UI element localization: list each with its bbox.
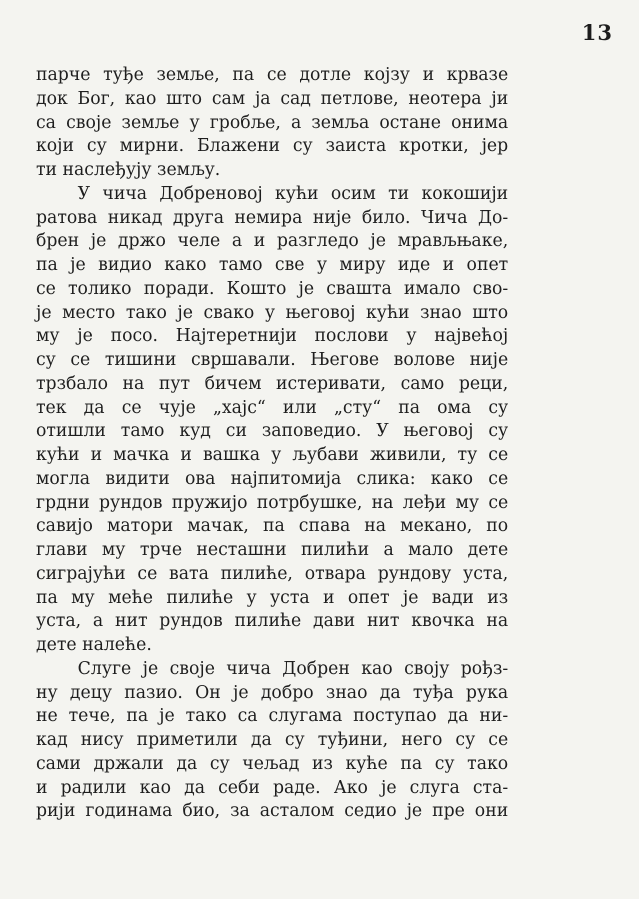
text-line: дете налеће. bbox=[36, 635, 152, 655]
page-number: 13 bbox=[581, 20, 613, 45]
text-line: са своје земље у гробље, а земља остане онима bbox=[36, 112, 509, 133]
text-line: рији годинама био, за асталом седио је пре они bbox=[36, 801, 509, 822]
text-line: и радили као да себи раде. Ако је слуга ста- bbox=[36, 777, 509, 798]
text-line: У чича Добреновој кући осим ти кокошији bbox=[77, 183, 509, 204]
text-line: могла видити ова најпитомија слика: како се bbox=[36, 468, 509, 489]
text-line: кући и мачка и вашка у љубави живили, ту се bbox=[36, 445, 509, 465]
text-line: који су мирни. Блажени су заиста кротки, јер bbox=[36, 136, 509, 157]
text-line: тек да се чује „хајс“ или „сту“ па ома су bbox=[36, 397, 509, 418]
text-line: парче туђе земље, па се дотле којзу и крвазе bbox=[36, 65, 509, 85]
text-line: брен је држо челе а и разгледо је мрављњаке, bbox=[36, 231, 509, 252]
text-line: отишли тамо куд си заповедио. У његовој су bbox=[36, 421, 509, 442]
text-line: па је видио како тамо све у миру иде и опет bbox=[36, 255, 509, 275]
text-line: не тече, па је тако са слугама поступао да ни- bbox=[36, 706, 509, 727]
text-line: па му меће пилиће у уста и опет је вади из bbox=[36, 587, 509, 608]
text-line: је место тако је свако у његовој кући знао што bbox=[36, 302, 509, 323]
text-line: Слуге је своје чича Добрен као своју рођз- bbox=[77, 658, 509, 679]
text-line: док Бог, као што сам ја сад петлове, неотера ји bbox=[36, 88, 509, 109]
text-line: су се тишини свршавали. Његове волове није bbox=[36, 350, 509, 370]
text-line: му је посо. Најтеретнији послови у највећој bbox=[36, 326, 509, 347]
text-line: кад нису приметили да су туђини, него су се bbox=[36, 730, 509, 750]
text-line: савијо матори мачак, па спава на мекано, по bbox=[36, 516, 509, 537]
text-line: сами држали да су чељад из куће па су тако bbox=[36, 753, 509, 774]
text-line: се толико поради. Кошто је свашта имало сво- bbox=[36, 278, 509, 299]
text-line: глави му трче несташни пилићи а мало дете bbox=[36, 540, 509, 560]
text-line: ну децу пазио. Он је добро знао да туђа рука bbox=[36, 682, 509, 703]
text-line: уста, а нит рундов пилиће дави нит квочка на bbox=[36, 611, 509, 632]
text-line: грдни рундов пружијо потрбушке, на леђи му се bbox=[36, 492, 509, 513]
text-line: ти наслеђују земљу. bbox=[36, 160, 221, 180]
body-text bbox=[36, 64, 508, 824]
text-line: трзбало на пут бичем истеривати, само реци, bbox=[36, 373, 509, 394]
text-line: сиграјући се вата пилиће, отвара рундову уста, bbox=[36, 563, 509, 584]
text-line: ратова никад друга немира није било. Чича До- bbox=[36, 207, 509, 228]
